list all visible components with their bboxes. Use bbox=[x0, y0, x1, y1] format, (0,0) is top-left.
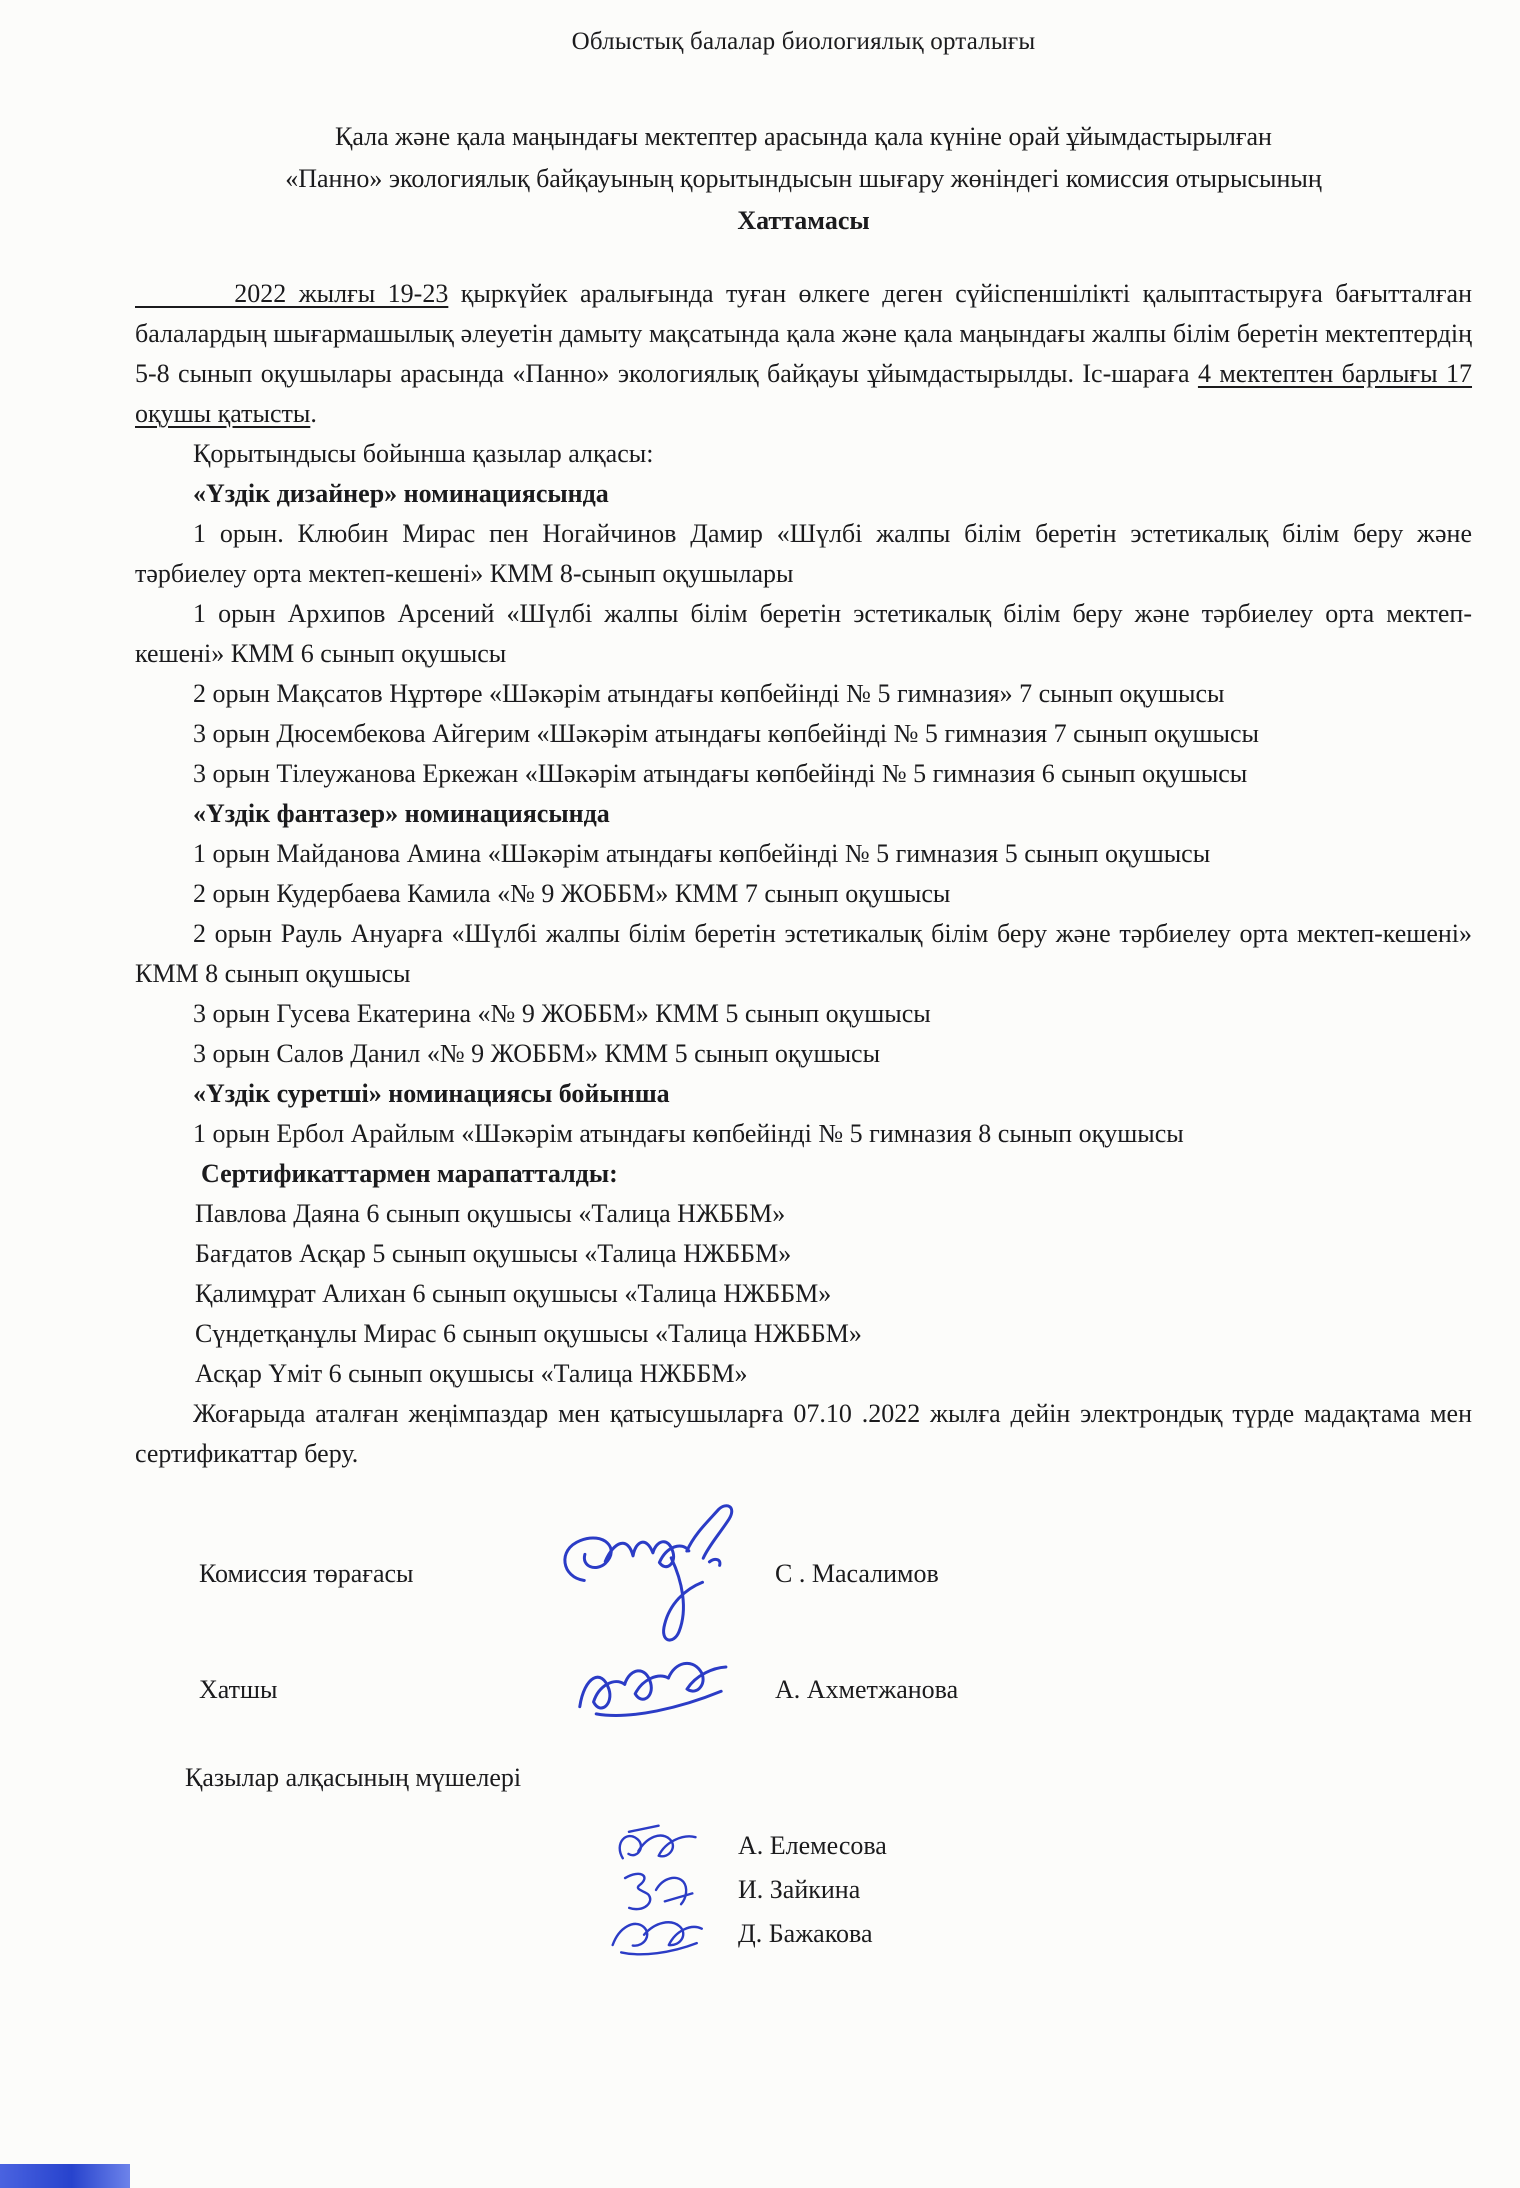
certificate-recipient: Қалимұрат Алихан 6 сынып оқушысы «Талица НЖББМ» bbox=[195, 1279, 832, 1308]
results-heading: Қорытындысы бойынша қазылар алқасы: bbox=[193, 439, 654, 468]
nomination-entry: 2 орын Мақсатов Нұртөре «Шәкәрім атындағы көпбейінді № 5 гимназия» 7 сынып оқушысы bbox=[193, 679, 1225, 708]
nomination-entry: 3 орын Салов Данил «№ 9 ЖОББМ» КММ 5 сынып оқушысы bbox=[193, 1039, 881, 1068]
signature-jury-3-image bbox=[590, 1910, 720, 1958]
signature-role-chairman: Комиссия төрағасы bbox=[199, 1559, 414, 1588]
certificate-recipient: Павлова Даяна 6 сынып оқушысы «Талица НЖББМ» bbox=[195, 1199, 786, 1228]
signature-name-secretary: А. Ахметжанова bbox=[775, 1675, 959, 1704]
nomination-entry: 2 орын Рауль Ануарға «Шүлбі жалпы білім беретін эстетикалық білім беру және тәрбиелеу орта мектеп-кешені» КММ 8 сынып оқушысы bbox=[135, 919, 1472, 988]
title-line-2: «Панно» экологиялық байқауының қорытындысын шығару жөніндегі комиссия отырысының bbox=[285, 164, 1322, 193]
signature-row-secretary bbox=[135, 1644, 1472, 1736]
jury-member-row bbox=[590, 1912, 1472, 1956]
chairman-signature-icon bbox=[546, 1494, 754, 1654]
jury-3-signature-icon bbox=[598, 1906, 711, 1962]
certificate-recipient: Сүндетқанұлы Мирас 6 сынып оқушысы «Талица НЖББМ» bbox=[195, 1319, 862, 1348]
signature-secretary-image bbox=[535, 1645, 765, 1735]
signatures-section bbox=[135, 1504, 1472, 1956]
nomination-entry: 3 орын Дюсембекова Айгерим «Шәкәрім атындағы көпбейінді № 5 гимназия 7 сынып оқушысы bbox=[193, 719, 1259, 748]
jury-list bbox=[135, 1824, 1472, 1956]
nomination-entry: 2 орын Кудербаева Камила «№ 9 ЖОББМ» КММ 7 сынып оқушысы bbox=[193, 879, 951, 908]
jury-member-name: И. Зайкина bbox=[738, 1875, 861, 1904]
signature-row-chairman bbox=[135, 1504, 1472, 1644]
jury-member-name: Д. Бажакова bbox=[738, 1919, 873, 1948]
jury-member-row bbox=[590, 1868, 1472, 1912]
jury-member-row bbox=[590, 1824, 1472, 1868]
nomination-title-designer: «Үздік дизайнер» номинациясында bbox=[193, 479, 609, 508]
scan-artifact bbox=[0, 2164, 130, 2188]
certificates-heading: Сертификаттармен марапатталды: bbox=[201, 1159, 618, 1188]
nomination-entry: 1 орын. Клюбин Мирас пен Ногайчинов Дамир «Шүлбі жалпы білім беретін эстетикалық білім беру және тәрбиелеу орта мектеп-кешені» КММ 8-сынып оқушылары bbox=[135, 519, 1472, 588]
signature-chairman-image bbox=[535, 1499, 765, 1649]
intro-paragraph bbox=[135, 274, 1472, 434]
jury-member-name: А. Елемесова bbox=[738, 1831, 887, 1860]
title-line-1: Қала және қала маңындағы мектептер арасында қала күніне орай ұйымдастырылған bbox=[335, 122, 1272, 151]
nomination-entry: 1 орын Майданова Амина «Шәкәрім атындағы көпбейінді № 5 гимназия 5 сынып оқушысы bbox=[193, 839, 1211, 868]
intro-participants-underlined: 4 мектептен барлығы 17 оқушы қатысты bbox=[135, 359, 1473, 428]
org-header: Облыстық балалар биологиялық орталығы bbox=[571, 28, 1036, 55]
nomination-entry: 1 орын Архипов Арсений «Шүлбі жалпы білім беретін эстетикалық білім беру және тәрбиелеу орта мектеп-кешені» КММ 6 сынып оқушысы bbox=[135, 599, 1472, 668]
certificate-recipient: Асқар Үміт 6 сынып оқушысы «Талица НЖББМ» bbox=[195, 1359, 748, 1388]
closing-paragraph: Жоғарыда аталған жеңімпаздар мен қатысушыларға 07.10 .2022 жылға дейін электрондық түрде мадақтама мен сертификаттар беру. bbox=[135, 1399, 1472, 1468]
title-line-3: Хаттамасы bbox=[737, 206, 870, 235]
signature-name-chairman: С . Масалимов bbox=[775, 1559, 939, 1588]
intro-body-text: қыркүйек аралығында туған өлкеге деген сүйіспеншілікті қалыптастыруға бағытталған балалардың шығармашылық әлеуетін дамыту мақсатында қала және қала маңындағы жалпы білім беретін мектептердің 5-8 сынып оқушылары арасында «Панно» экологиялық байқауы ұйымдастырылды. Іс-шараға bbox=[135, 279, 1472, 388]
certificate-recipient: Бағдатов Асқар 5 сынып оқушысы «Талица НЖББМ» bbox=[195, 1239, 792, 1268]
nomination-entry: 3 орын Гусева Екатерина «№ 9 ЖОББМ» КММ 5 сынып оқушысы bbox=[193, 999, 931, 1028]
nomination-entry: 3 орын Тілеужанова Еркежан «Шәкәрім атындағы көпбейінді № 5 гимназия 6 сынып оқушысы bbox=[193, 759, 1248, 788]
intro-dates-underlined: 2022 жылғы 19-23 bbox=[135, 279, 449, 308]
intro-period: . bbox=[310, 399, 317, 428]
nomination-title-suretshi: «Үздік суретші» номинациясы бойынша bbox=[193, 1079, 670, 1108]
secretary-signature-icon bbox=[563, 1641, 737, 1740]
signature-role-secretary: Хатшы bbox=[199, 1675, 278, 1704]
nomination-entry: 1 орын Ербол Арайлым «Шәкәрім атындағы көпбейінді № 5 гимназия 8 сынып оқушысы bbox=[193, 1119, 1184, 1148]
nomination-title-fantazer: «Үздік фантазер» номинациясында bbox=[193, 799, 610, 828]
jury-heading: Қазылар алқасының мүшелері bbox=[185, 1763, 522, 1792]
document-title bbox=[135, 116, 1472, 242]
